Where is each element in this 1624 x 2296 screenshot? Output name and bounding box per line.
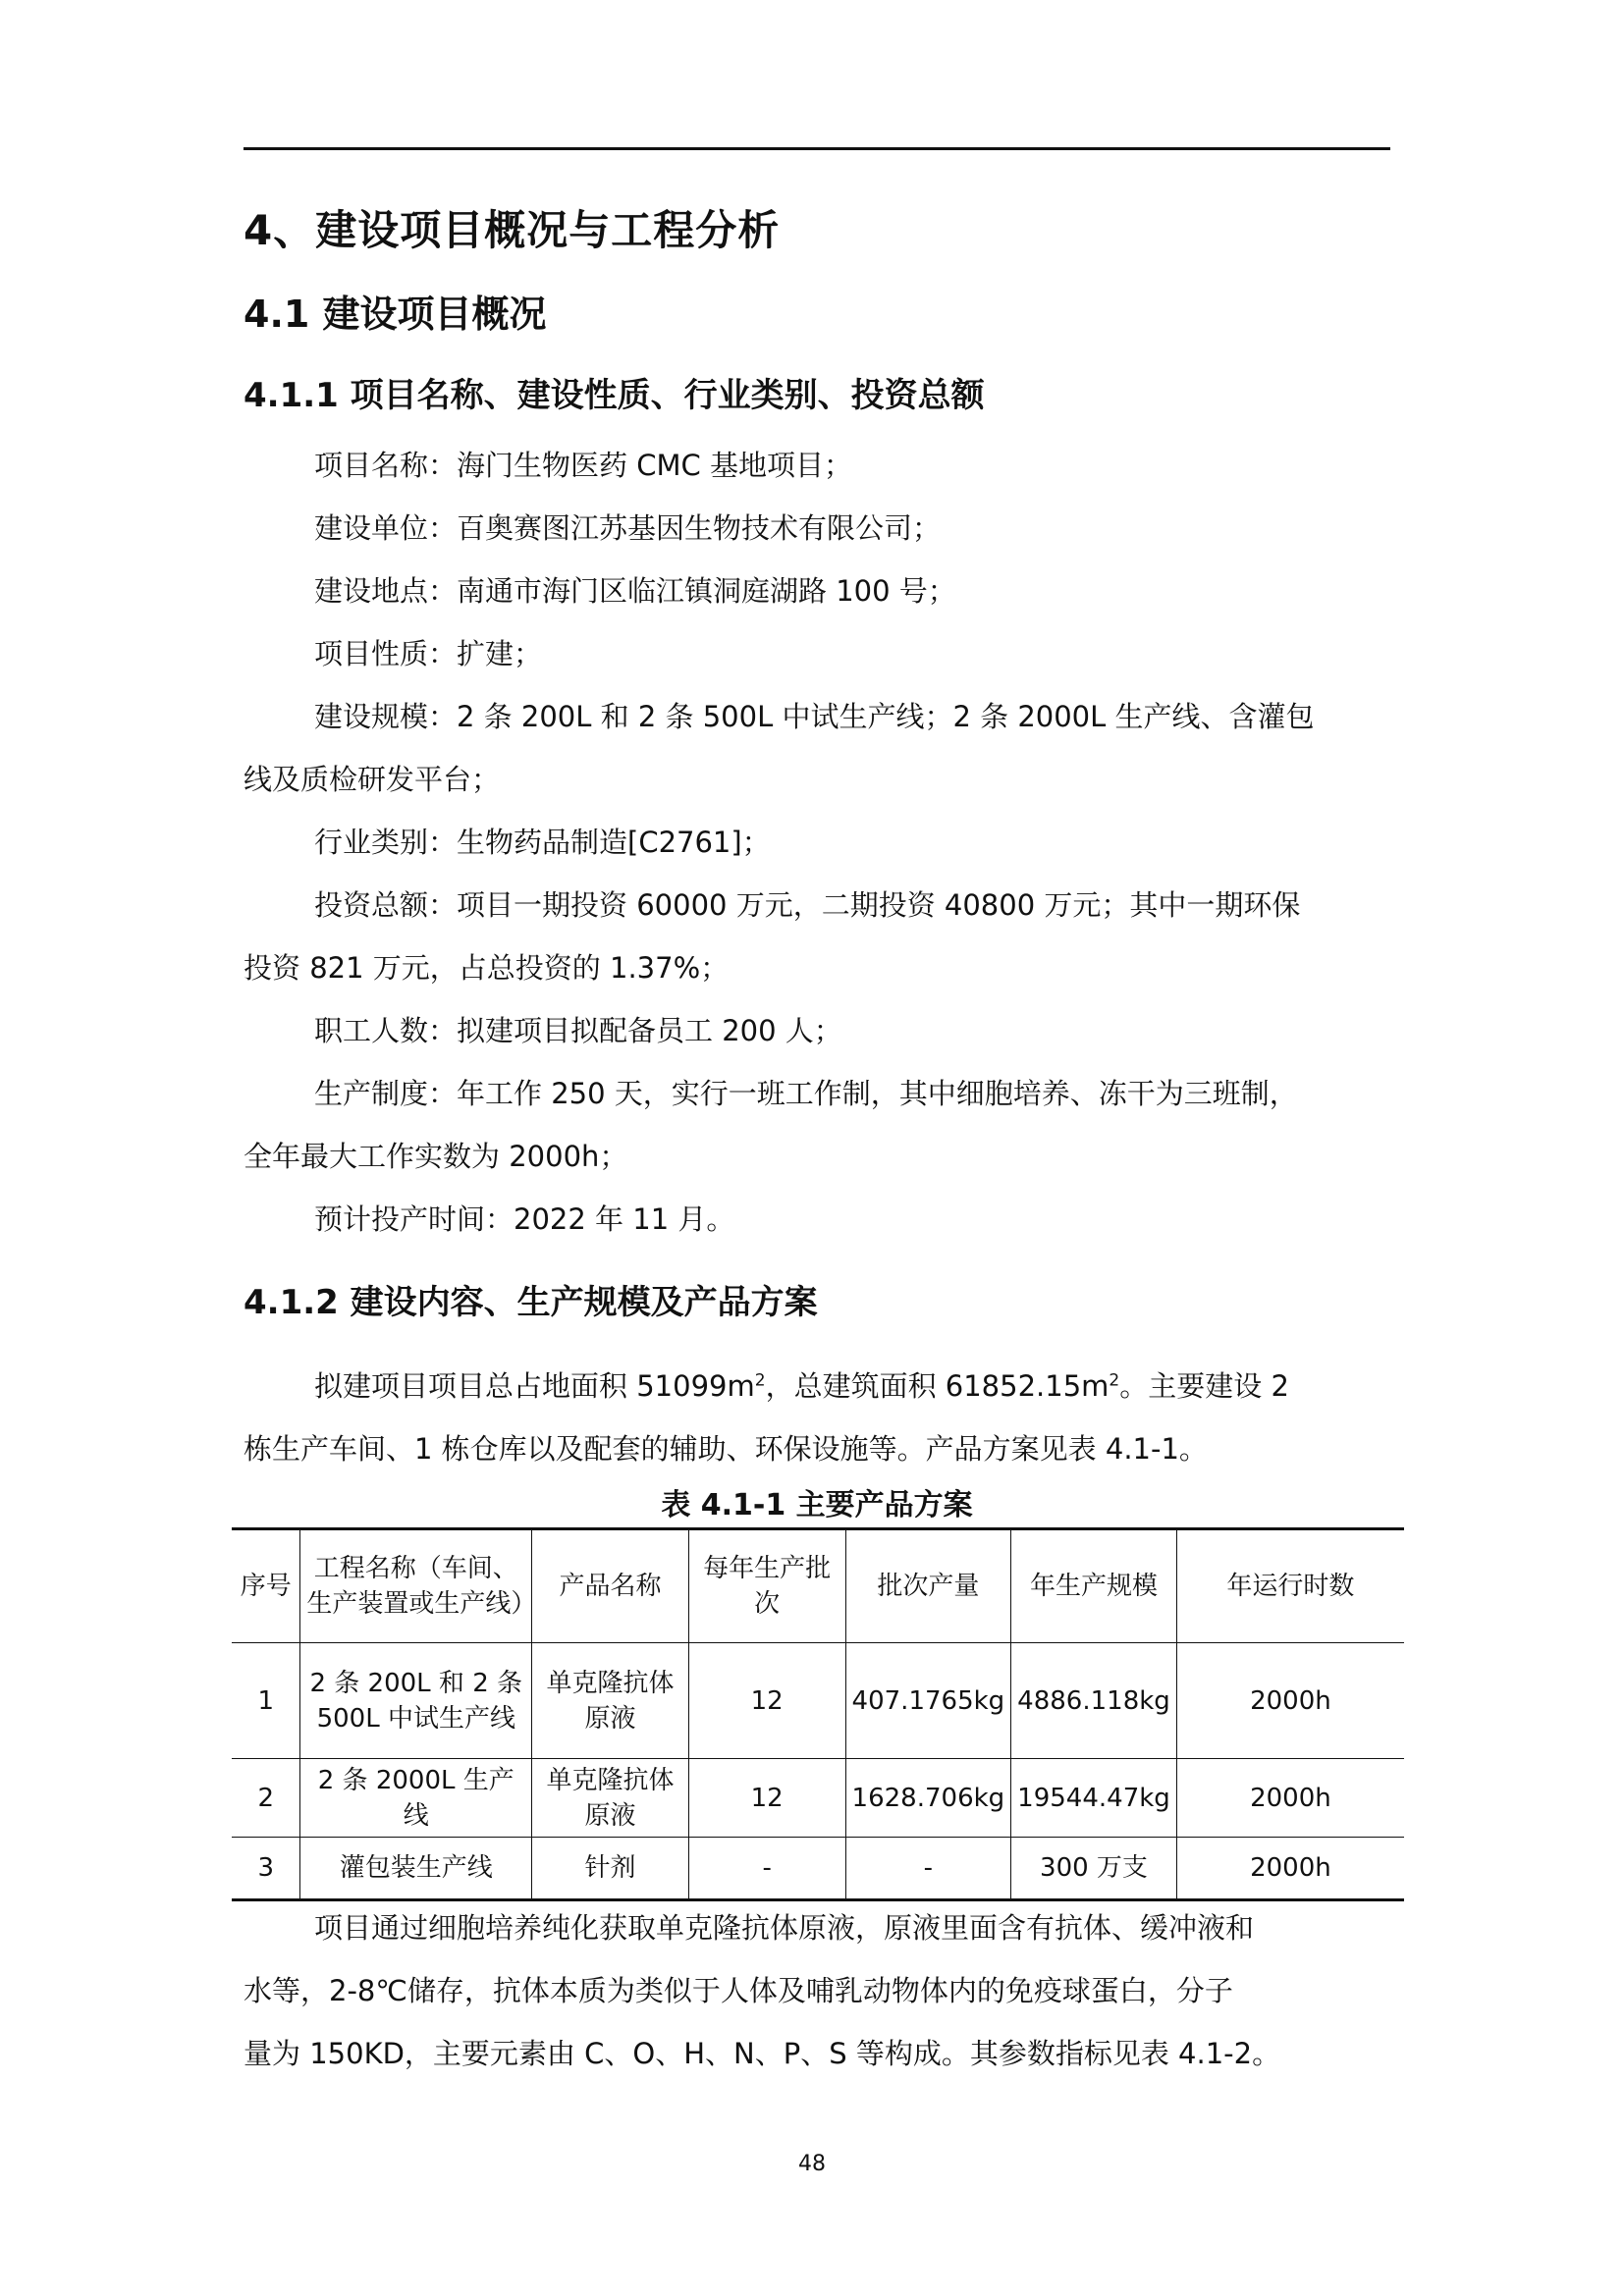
table-cell: 407.1765kg <box>845 1643 1011 1759</box>
info-line: 投资总额：项目一期投资 60000 万元，二期投资 40800 万元；其中一期环保 <box>314 888 1301 922</box>
text-run: 拟建项目项目总占地面积 51099m <box>314 1369 755 1403</box>
header-cell: 工程名称（车间、生产装置或生产线） <box>300 1529 532 1643</box>
table-cell: 12 <box>688 1759 845 1838</box>
table-cell: 2 条 2000L 生产线 <box>300 1759 532 1838</box>
info-line: 建设地点：南通市海门区临江镇洞庭湖路 100 号； <box>314 574 956 608</box>
table-caption: 表 4.1-1 主要产品方案 <box>661 1488 973 1522</box>
product-table <box>232 1527 1404 1901</box>
project-info <box>244 434 1392 1251</box>
info-line: 项目名称：海门生物医药 CMC 基地项目； <box>314 449 852 482</box>
table-cell: 4886.118kg <box>1011 1643 1177 1759</box>
page-number: 48 <box>798 2152 826 2176</box>
header-cell: 序号 <box>232 1529 300 1643</box>
superscript: 2 <box>754 1370 766 1391</box>
superscript: 2 <box>1109 1370 1120 1391</box>
construction-paragraph <box>244 1355 1392 1480</box>
table-header-row <box>232 1529 1404 1643</box>
table-cell: 2 条 200L 和 2 条 500L 中试生产线 <box>300 1643 532 1759</box>
info-line: 预计投产时间：2022 年 11 月。 <box>314 1202 735 1236</box>
table-cell: 12 <box>688 1643 845 1759</box>
paragraph-line <box>244 1355 1392 1417</box>
table-cell: 2 <box>232 1759 300 1838</box>
table-cell: 1628.706kg <box>845 1759 1011 1838</box>
info-line: 全年最大工作实数为 2000h； <box>244 1140 628 1173</box>
table-cell: 300 万支 <box>1011 1838 1177 1900</box>
table-row <box>232 1643 1404 1759</box>
chapter-heading: 4、建设项目概况与工程分析 <box>244 206 781 254</box>
table-cell: 针剂 <box>532 1838 689 1900</box>
info-line: 线及质检研发平台； <box>244 763 501 796</box>
subsection-heading-4-1-2: 4.1.2 建设内容、生产规模及产品方案 <box>244 1283 818 1322</box>
info-line: 建设单位：百奥赛图江苏基因生物技术有限公司； <box>314 511 942 545</box>
table-row <box>232 1759 1404 1838</box>
table-cell: 3 <box>232 1838 300 1900</box>
paragraph-line: 水等，2-8℃储存，抗体本质为类似于人体及哺乳动物体内的免疫球蛋白，分子 <box>244 1974 1233 2007</box>
header-cell: 产品名称 <box>532 1529 689 1643</box>
table-cell: 2000h <box>1176 1759 1404 1838</box>
table-cell: 2000h <box>1176 1643 1404 1759</box>
text-run: 。主要建设 2 <box>1119 1369 1289 1403</box>
table-cell: 19544.47kg <box>1011 1759 1177 1838</box>
table-cell: 灌包装生产线 <box>300 1838 532 1900</box>
table-cell: 2000h <box>1176 1838 1404 1900</box>
paragraph-line: 项目通过细胞培养纯化获取单克隆抗体原液，原液里面含有抗体、缓冲液和 <box>314 1911 1255 1945</box>
header-cell: 每年生产批次 <box>688 1529 845 1643</box>
table-cell: 1 <box>232 1643 300 1759</box>
info-line: 生产制度：年工作 250 天，实行一班工作制，其中细胞培养、冻干为三班制， <box>314 1077 1298 1110</box>
antibody-paragraph <box>244 1896 1392 2085</box>
header-cell: 年生产规模 <box>1011 1529 1177 1643</box>
section-heading: 4.1 建设项目概况 <box>244 293 547 336</box>
table-cell: 单克隆抗体原液 <box>532 1643 689 1759</box>
paragraph-line: 量为 150KD，主要元素由 C、O、H、N、P、S 等构成。其参数指标见表 4.1-2。 <box>244 2037 1281 2070</box>
info-line: 建设规模：2 条 200L 和 2 条 500L 中试生产线；2 条 2000L 生产线、含灌包 <box>314 700 1315 733</box>
info-line: 职工人数：拟建项目拟配备员工 200 人； <box>314 1014 842 1047</box>
info-line: 投资 821 万元，占总投资的 1.37%； <box>244 951 730 985</box>
paragraph-line: 栋生产车间、1 栋仓库以及配套的辅助、环保设施等。产品方案见表 4.1-1。 <box>244 1432 1208 1466</box>
subsection-heading-4-1-1: 4.1.1 项目名称、建设性质、行业类别、投资总额 <box>244 376 985 415</box>
info-line: 行业类别：生物药品制造[C2761]； <box>314 826 771 859</box>
table-row <box>232 1838 1404 1900</box>
text-run: ，总建筑面积 61852.15m <box>765 1369 1110 1403</box>
table-cell: - <box>845 1838 1011 1900</box>
header-rule <box>244 147 1390 150</box>
table-cell: - <box>688 1838 845 1900</box>
table-cell: 单克隆抗体原液 <box>532 1759 689 1838</box>
info-line: 项目性质：扩建； <box>314 637 543 670</box>
header-cell: 批次产量 <box>845 1529 1011 1643</box>
header-cell: 年运行时数 <box>1176 1529 1404 1643</box>
